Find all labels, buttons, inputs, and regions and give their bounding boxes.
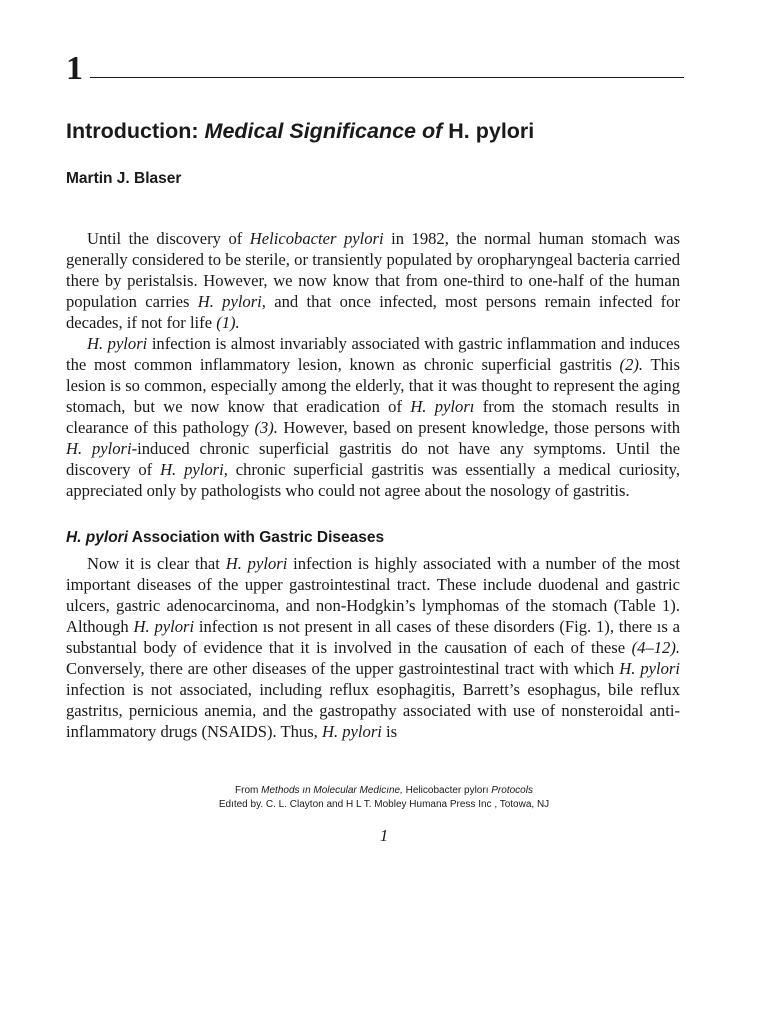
text-run: Helicobacter pylorı [402, 785, 492, 796]
text-run: H. pylori [619, 659, 680, 678]
footnote-line-2 [0, 798, 768, 812]
text-run: (4–12). [631, 638, 680, 657]
text-run: Conversely, there are other diseases of the upper gastrointestinal tract with which [66, 659, 620, 678]
author-name: Martin J. Blaser [66, 170, 182, 187]
intro-text [66, 228, 680, 501]
page-number: 1 [379, 826, 389, 845]
text-run: H. pylori, [160, 460, 228, 479]
footnote-line-1 [0, 784, 768, 798]
title-part1: Introduction: [66, 119, 205, 143]
text-run: However, based on present knowledge, those persons with [277, 418, 680, 437]
text-run: from the stomach results in clearance of this pathology [66, 397, 680, 437]
section-heading [66, 528, 384, 548]
text-run: Until the discovery of [87, 229, 250, 248]
text-run: H. pylori [133, 617, 195, 636]
text-run: Methods ın Molecular Medicıne, [261, 785, 403, 796]
text-run: and that once infected, most persons remain infected for decades, if not for life [66, 292, 680, 332]
section-heading-italic: H. pylori [66, 529, 129, 546]
text-run: H. pylori, [197, 292, 266, 311]
text-run: Protocols [491, 785, 533, 796]
section-paragraph-1 [66, 553, 680, 742]
text-run: (1). [216, 313, 240, 332]
text-run: H. pylorı [410, 397, 475, 416]
text-run: infection is almost invariably associated with gastric inflammation and induces the most common inflammatory lesion, known as chronic superficial gastritis [66, 334, 680, 374]
text-run: (2). [619, 355, 644, 374]
section-text [66, 553, 680, 742]
text-run: H. pylori [66, 439, 132, 458]
text-run: chronic superficial gastritis was essentially a medical curiosity, appreciated only by pathologists who could not agree about the nosology of gastritis. [66, 460, 680, 500]
source-footnote [0, 784, 768, 812]
chapter-rule [90, 77, 684, 78]
text-run: H. pylori [225, 554, 288, 573]
chapter-number: 1 [66, 50, 83, 87]
text-run: in 1982, the normal human stomach was generally considered to be sterile, or transiently populated by oropharyngeal bacteria carried there by peristalsis. However, we now know that from one-third to one-half of the human population carries [66, 229, 680, 311]
text-run: (3). [254, 418, 278, 437]
text-run: -induced chronic superficial gastritis do not have any symptoms. Until the discovery of [66, 439, 680, 479]
text-run: infection is not associated, including reflux esophagitis, Barrett’s esophagus, bile reflux gastritıs, pernicious anemia, and the gastropathy associated with use of nonsteroidal anti-inflammatory drugs (NSAIDS). Thus, [66, 680, 680, 741]
text-run: infection ıs not present in all cases of these disorders (Fig. 1), there ıs a substantıal body of evidence that it is involved in the causation of each of these [66, 617, 680, 657]
text-run: H. pylori [321, 722, 382, 741]
text-run: H. pylori [87, 334, 148, 353]
intro-paragraph-2 [66, 333, 680, 501]
text-run: Edıted by. C. L. Clayton and H L T. Mobley Humana Press Inc , Totowa, NJ [218, 799, 550, 810]
title-part3: H. pylori [442, 119, 535, 143]
section-heading-rest: Association with Gastric Diseases [128, 529, 385, 546]
text-run: Helicobacter pylori [249, 229, 384, 248]
text-run: infection is highly associated with a number of the most important diseases of the upper gastrointestinal tract. These include duodenal and gastric ulcers, gastric adenocarcinoma, and non-Hodgkin’s lymphomas of the stomach (Table 1). Although [66, 554, 680, 636]
text-run: is [381, 722, 398, 741]
chapter-heading [66, 50, 684, 87]
title-part2: Medical Significance of [204, 119, 443, 143]
text-run: This lesion is so common, especially among the elderly, that it was thought to represent the aging stomach, but we now know that eradication of [66, 355, 680, 416]
intro-paragraph-1 [66, 228, 680, 333]
text-run: Now it is clear that [87, 554, 226, 573]
text-run: From [235, 785, 262, 796]
chapter-title [66, 117, 534, 145]
